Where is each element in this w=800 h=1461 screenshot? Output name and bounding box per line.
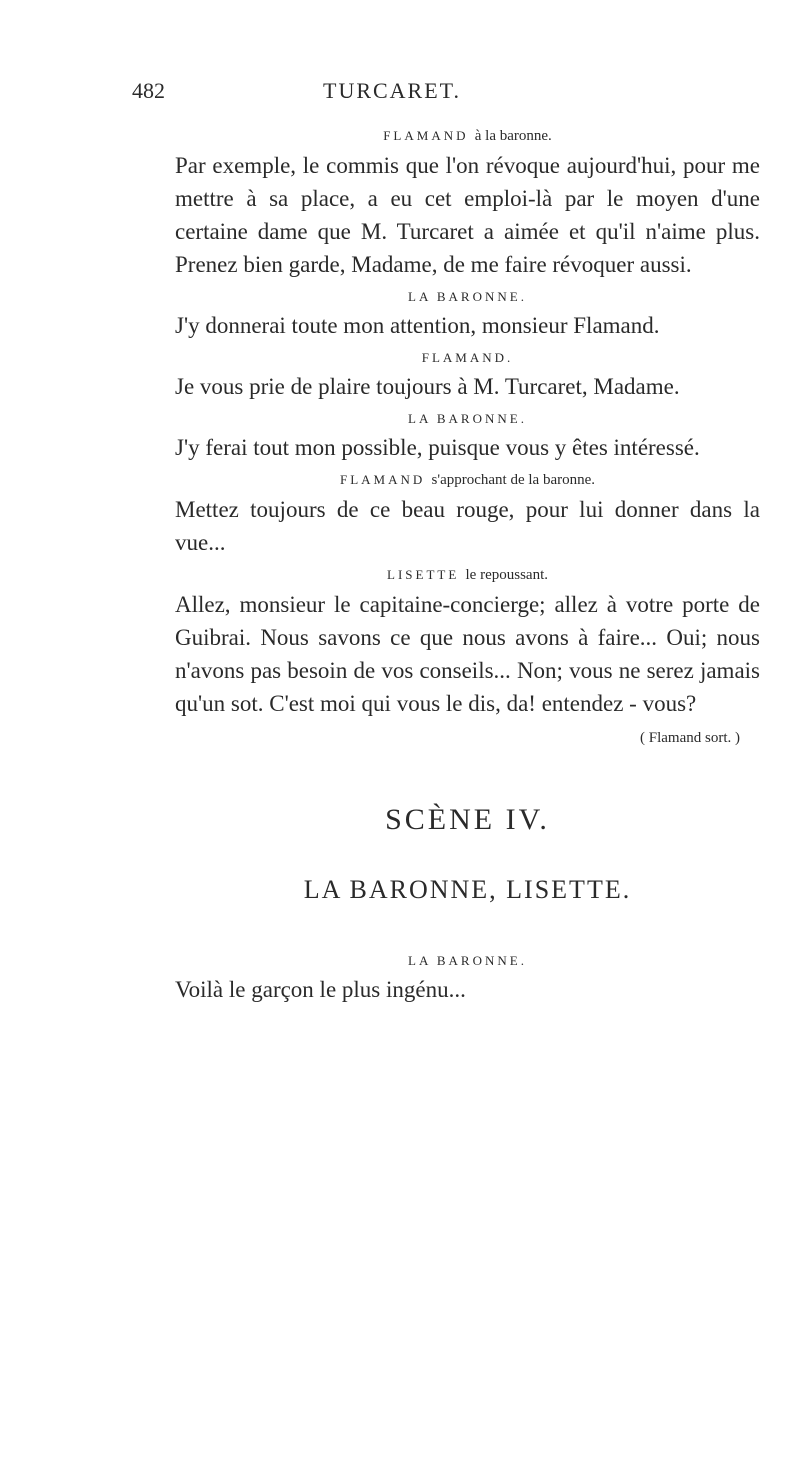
speaker-line (175, 128, 760, 145)
speech: Je vous prie de plaire toujours à M. Turcaret, Madame. (175, 374, 680, 399)
speech: Par exemple, le commis que l'on révoque aujourd'hui, pour me mettre à sa place, a eu cet emploi-là par le moyen d'une certaine dame que M. Turcaret a aimée et qu'il n'aime plus. Prenez bien garde, Madame, de me faire révoquer aussi. (175, 153, 760, 277)
speaker-direction: à la baronne. (474, 128, 552, 144)
speech: J'y donnerai toute mon attention, monsieur Flamand. (175, 313, 660, 338)
speaker-line (175, 289, 760, 305)
speech: Mettez toujours de ce beau rouge, pour lui donner dans la vue... (175, 497, 760, 555)
speaker-name: FLAMAND. (421, 350, 514, 365)
scene-characters: LA BARONNE, LISETTE. (303, 875, 632, 904)
stage-direction: ( Flamand sort. ) (640, 730, 740, 746)
scene-title: SCÈNE IV. (385, 803, 550, 836)
page-number: 482 (132, 78, 165, 103)
speech: J'y ferai tout mon possible, puisque vous y êtes intéressé. (175, 435, 700, 460)
running-title: TURCARET. (323, 78, 461, 103)
speaker-name: LA BARONNE. (408, 289, 527, 304)
speaker-line (175, 350, 760, 366)
speaker-direction: s'approchant de la baronne. (431, 472, 596, 488)
body-text (175, 120, 760, 1006)
speaker-line (175, 953, 760, 969)
speaker-name: FLAMAND (383, 128, 469, 143)
speaker-line (175, 567, 760, 584)
speaker-line (175, 472, 760, 489)
speaker-name: FLAMAND (339, 472, 426, 487)
speech: Voilà le garçon le plus ingénu... (175, 977, 466, 1002)
page-header (132, 78, 652, 108)
speaker-line (175, 411, 760, 427)
speaker-name: LISETTE (387, 567, 460, 582)
speaker-name: LA BARONNE. (408, 953, 527, 968)
speaker-name: LA BARONNE. (408, 411, 527, 426)
speaker-direction: le repoussant. (465, 567, 548, 583)
speech: Allez, monsieur le capitaine-concierge; allez à votre porte de Guibrai. Nous savons ce que nous avons à faire... Oui; nous n'avons pas besoin de vos conseils... Non; vous ne serez jamais qu'un sot. C'est moi qui vous le dis, da! entendez - vous? (175, 592, 760, 716)
